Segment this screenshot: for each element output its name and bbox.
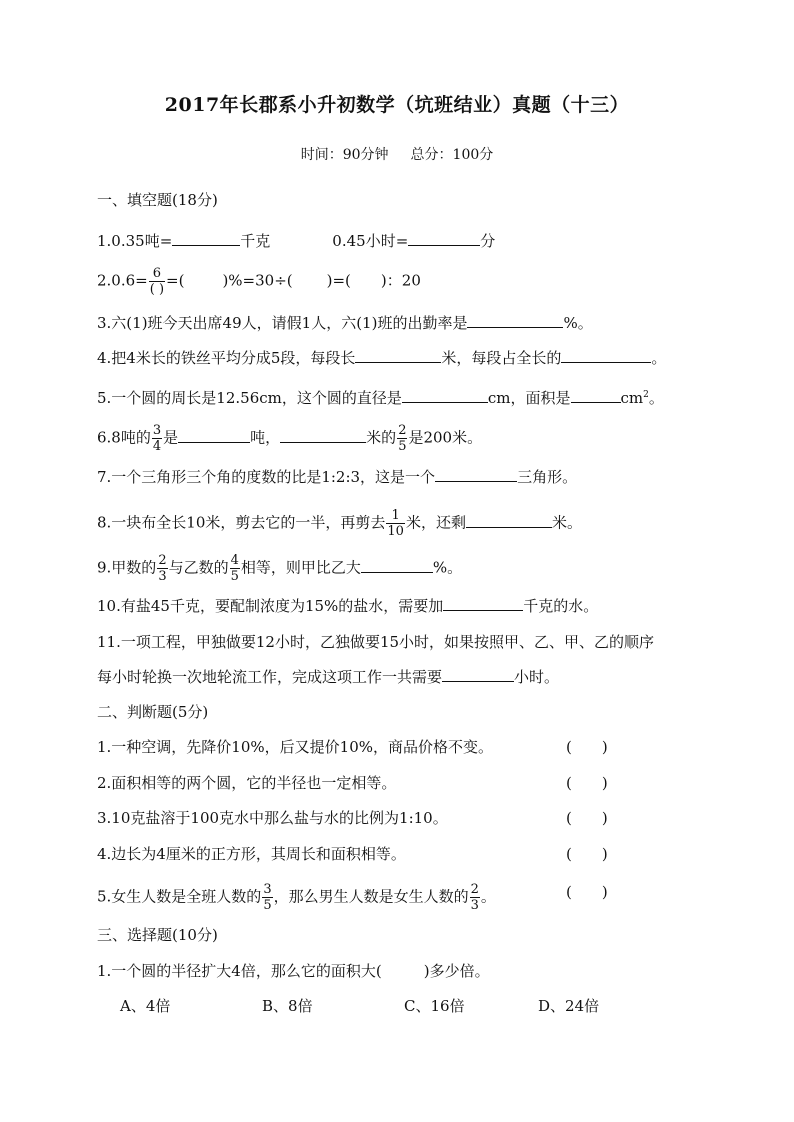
judge-answer-paren[interactable]: ( ): [566, 809, 608, 827]
fill-q6: 6.8吨的 $\frac{3}{4}$ 是 吨， 米的 $\frac{2}{5}$ 是200米。: [97, 423, 483, 454]
section-fill-heading: 一、填空题(18分): [97, 191, 218, 209]
fill-q4: 4.把4米长的铁丝平均分成5段，每段长 米，每段占全长的 。: [97, 349, 667, 367]
judge-answer-paren[interactable]: ( ): [566, 845, 608, 863]
answer-blank[interactable]: [361, 558, 433, 573]
fill-q10: 10.有盐45千克，要配制浓度为15%的盐水，需要加 千克的水。: [97, 597, 599, 615]
answer-blank[interactable]: [571, 388, 621, 403]
fraction: $\frac{2}{5}$: [398, 423, 407, 454]
choice-q1: 1.一个圆的半径扩大4倍，那么它的面积大( )多少倍。: [97, 962, 490, 980]
fraction: $\frac{4}{5}$: [230, 553, 239, 584]
fraction: $\frac{2}{3}$: [470, 882, 479, 913]
fraction: $\frac{3}{5}$: [263, 882, 272, 913]
total-label: 总分：100分: [410, 147, 494, 163]
exam-meta: [0, 144, 794, 164]
section-choice-heading: 三、选择题(10分): [97, 926, 218, 944]
judge-answer-paren[interactable]: ( ): [566, 738, 608, 756]
fraction: $\frac{3}{4}$: [152, 423, 162, 454]
answer-blank[interactable]: [443, 596, 523, 611]
choice-option-a[interactable]: A、4倍: [120, 997, 171, 1015]
judge-answer-paren[interactable]: ( ): [566, 774, 608, 792]
judge-q5: 5.女生人数是全班人数的 $\frac{3}{5}$ ，那么男生人数是女生人数的 $\frac{2}{3}$ 。: [97, 882, 496, 913]
answer-blank[interactable]: [435, 467, 517, 482]
fraction: $\frac{6}{( )}$: [149, 266, 165, 297]
fill-q9: 9.甲数的 $\frac{2}{3}$ 与乙数的 $\frac{4}{5}$ 相等，则甲比乙大 %。: [97, 553, 463, 584]
judge-answer-paren[interactable]: ( ): [566, 883, 608, 901]
fill-q11-line2: 每小时轮换一次地轮流工作，完成这项工作一共需要 小时。: [97, 668, 560, 686]
time-label: 时间：90分钟: [300, 147, 389, 163]
fraction: $\frac{1}{10}$: [387, 508, 404, 539]
fill-q11-line1: 11.一项工程，甲独做要12小时，乙独做要15小时，如果按照甲、乙、甲、乙的顺序: [97, 633, 655, 651]
answer-blank[interactable]: [408, 231, 480, 246]
judge-q4: 4.边长为4厘米的正方形，其周长和面积相等。: [97, 845, 406, 863]
answer-blank[interactable]: [178, 428, 250, 443]
fraction: $\frac{2}{3}$: [158, 553, 167, 584]
fill-q7: 7.一个三角形三个角的度数的比是1:2:3，这是一个 三角形。: [97, 468, 578, 486]
answer-blank[interactable]: [172, 231, 240, 246]
choice-option-b[interactable]: B、8倍: [262, 997, 313, 1015]
fill-q5: 5.一个圆的周长是12.56cm，这个圆的直径是 cm，面积是 $cm^2$。: [97, 389, 664, 407]
section-judge-heading: 二、判断题(5分): [97, 703, 209, 721]
choice-option-d[interactable]: D、24倍: [538, 997, 600, 1015]
answer-blank[interactable]: [442, 667, 514, 682]
answer-blank[interactable]: [466, 513, 552, 528]
answer-blank[interactable]: [561, 348, 651, 363]
fill-q3: 3.六(1)班今天出席49人，请假1人，六(1)班的出勤率是 %。: [97, 314, 593, 332]
judge-q2: 2.面积相等的两个圆，它的半径也一定相等。: [97, 774, 397, 792]
judge-q3: 3.10克盐溶于100克水中那么盐与水的比例为1:10。: [97, 809, 448, 827]
choice-option-c[interactable]: C、16倍: [404, 997, 465, 1015]
answer-blank[interactable]: [402, 388, 488, 403]
answer-blank[interactable]: [355, 348, 441, 363]
fill-q2: 2.0.6= $\frac{6}{( )}$ =( )%=30÷( )=( )：20: [97, 266, 421, 297]
fill-q1: 1.0.35吨= 千克 0.45小时= 分: [97, 232, 496, 250]
page-title: 2017年长郡系小升初数学（坑班结业）真题（十三）: [164, 94, 630, 116]
answer-blank[interactable]: [280, 428, 366, 443]
answer-blank[interactable]: [467, 313, 563, 328]
fill-q8: 8.一块布全长10米，剪去它的一半，再剪去 $\frac{1}{10}$ 米，还剩 米。: [97, 508, 582, 539]
judge-q1: 1.一种空调，先降价10%，后又提价10%，商品价格不变。: [97, 738, 493, 756]
